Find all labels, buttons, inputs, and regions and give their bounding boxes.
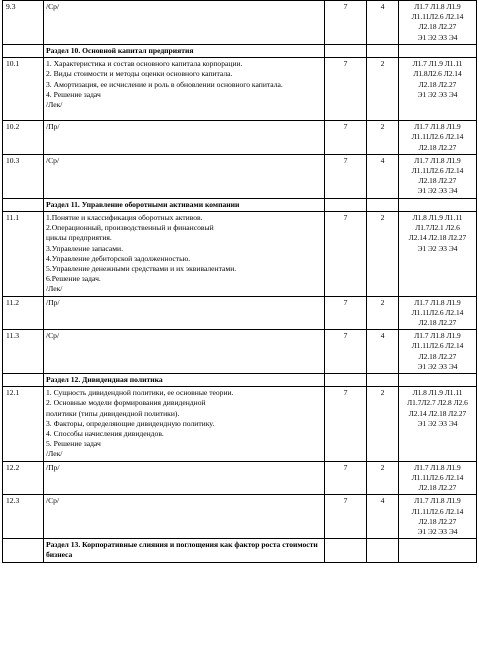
literature-refs-line: Л2.18 Л2.27 <box>418 79 457 89</box>
hours-value: 2 <box>367 58 399 121</box>
hours-value: 4 <box>367 1 399 45</box>
literature-refs-line: Л2.14 Л2.18 Л2.27 <box>408 408 467 418</box>
topic-content <box>44 387 325 461</box>
section-number-cell <box>3 45 44 58</box>
topic-content <box>44 1 325 45</box>
topic-row <box>3 296 477 330</box>
topic-row <box>3 1 477 45</box>
topic-number: 10.1 <box>3 58 44 121</box>
section-number-cell <box>3 539 44 562</box>
program-table-page <box>2 0 476 563</box>
topic-row <box>3 387 477 461</box>
literature-refs-line: Л1.11Л2.6 Л2.14 <box>411 12 464 22</box>
topic-content-line: 5. Решение задач <box>46 439 101 449</box>
semester-value: 7 <box>325 330 367 374</box>
topic-content <box>44 461 325 495</box>
topic-content-line: /Ср/ <box>46 496 60 506</box>
topic-content-line: /Пр/ <box>46 297 60 307</box>
literature-refs-line: Л1.7 Л1.9 Л1.11 <box>412 59 463 69</box>
topic-row <box>3 58 477 121</box>
topic-number: 11.2 <box>3 296 44 330</box>
topic-content-line: 2. Основные модели формирования дивидендной <box>46 398 206 408</box>
hours-value: 4 <box>367 495 399 539</box>
topic-content <box>44 58 325 121</box>
section-hours-cell <box>367 374 399 387</box>
literature-refs-line: Э1 Э2 Э3 Э4 <box>417 361 458 371</box>
topic-content-line: политики (типы дивидендной политики). <box>46 408 180 418</box>
literature-refs-line: Л2.18 Л2.27 <box>418 483 457 493</box>
semester-value: 7 <box>325 212 367 297</box>
literature-refs-line: Л1.8 Л1.9 Л1.11 <box>412 388 463 398</box>
hours-value: 2 <box>367 212 399 297</box>
literature-refs-line: Л2.18 Л2.27 <box>418 22 457 32</box>
literature-refs-line: Л1.7 Л1.8 Л1.9 <box>414 297 461 307</box>
topic-number: 11.1 <box>3 212 44 297</box>
section-hours-cell <box>367 198 399 211</box>
literature-refs-line: Л1.7 Л1.8 Л1.9 <box>414 496 461 506</box>
section-title: Раздел 13. Корпоративные слияния и поглощения как фактор роста стоимости бизнеса <box>44 539 325 562</box>
topic-number: 10.3 <box>3 154 44 198</box>
literature-refs <box>399 330 477 374</box>
hours-value: 2 <box>367 296 399 330</box>
topic-content-line: 4. Решение задач <box>46 89 101 99</box>
literature-refs <box>399 296 477 330</box>
literature-refs-line: Л1.11Л2.6 Л2.14 <box>411 166 464 176</box>
literature-refs-line: Э1 Э2 Э3 Э4 <box>417 526 458 536</box>
literature-refs <box>399 1 477 45</box>
literature-refs-line: Л2.18 Л2.27 <box>418 142 457 152</box>
topic-content-line: /Пр/ <box>46 122 60 132</box>
section-hours-cell <box>367 45 399 58</box>
semester-value: 7 <box>325 121 367 155</box>
literature-refs-line: Л2.18 Л2.27 <box>418 516 457 526</box>
section-title: Раздел 10. Основной капитал предприятия <box>44 45 325 58</box>
literature-refs-line: Л2.18 Л2.27 <box>418 176 457 186</box>
literature-refs-line: Л1.11Л2.6 Л2.14 <box>411 307 464 317</box>
literature-refs-line: Л1.11Л2.6 Л2.14 <box>411 506 464 516</box>
topic-row <box>3 121 477 155</box>
hours-value: 4 <box>367 154 399 198</box>
topic-content-line: 3. Амортизация, ее исчисление и роль в обновлении основного капитала. <box>46 79 283 89</box>
literature-refs-line: Л1.8 Л1.9 Л1.11 <box>412 213 463 223</box>
section-semester-cell <box>325 45 367 58</box>
section-number-cell <box>3 198 44 211</box>
topic-row <box>3 495 477 539</box>
semester-value: 7 <box>325 58 367 121</box>
section-header-row <box>3 198 477 211</box>
topic-content-line: /Пр/ <box>46 462 60 472</box>
hours-value: 4 <box>367 330 399 374</box>
topic-content-line: 4. Способы начисления дивидендов. <box>46 429 164 439</box>
hours-value: 2 <box>367 387 399 461</box>
literature-refs-line: Л1.7 Л1.8 Л1.9 <box>414 331 461 341</box>
literature-refs-line: Л1.7 Л1.8 Л1.9 <box>414 462 461 472</box>
literature-refs <box>399 387 477 461</box>
course-plan-table <box>2 0 477 563</box>
section-literature-cell <box>399 539 477 562</box>
semester-value: 7 <box>325 461 367 495</box>
section-header-row <box>3 45 477 58</box>
topic-number: 11.3 <box>3 330 44 374</box>
literature-refs-line: Л2.14 Л2.18 Л2.27 <box>408 233 467 243</box>
literature-refs-line: Л2.18 Л2.27 <box>418 351 457 361</box>
section-literature-cell <box>399 45 477 58</box>
section-title: Раздел 11. Управление оборотными активами компании <box>44 198 325 211</box>
section-literature-cell <box>399 198 477 211</box>
topic-content-line: 2.Операционный, производственный и финансовый <box>46 223 214 233</box>
section-header-row <box>3 539 477 562</box>
section-semester-cell <box>325 539 367 562</box>
literature-refs-line: Э1 Э2 Э3 Э4 <box>417 89 458 99</box>
literature-refs <box>399 495 477 539</box>
topic-content-line: 1. Характеристика и состав основного капитала корпорации. <box>46 59 243 69</box>
topic-content-line: 2. Виды стоимости и методы оценки основного капитала. <box>46 69 233 79</box>
topic-content-line: /Лек/ <box>46 449 63 459</box>
topic-content-line: 6.Решение задач. <box>46 274 101 284</box>
semester-value: 7 <box>325 154 367 198</box>
topic-content <box>44 212 325 297</box>
literature-refs-line: Л1.8Л2.6 Л2.14 <box>413 69 462 79</box>
section-hours-cell <box>367 539 399 562</box>
topic-row <box>3 330 477 374</box>
topic-content-line: 5.Управление денежными средствами и их эквивалентами. <box>46 264 237 274</box>
topic-content-line: /Лек/ <box>46 284 63 294</box>
semester-value: 7 <box>325 296 367 330</box>
literature-refs-line: Л1.7 Л1.8 Л1.9 <box>414 155 461 165</box>
topic-content-line: 1. Сущность дивидендной политики, ее основные теории. <box>46 388 234 398</box>
literature-refs <box>399 212 477 297</box>
topic-number: 9.3 <box>3 1 44 45</box>
literature-refs-line: Л1.7Л2.1 Л2.6 <box>415 223 460 233</box>
topic-number: 12.2 <box>3 461 44 495</box>
topic-content <box>44 154 325 198</box>
literature-refs-line: Л1.11Л2.6 Л2.14 <box>411 341 464 351</box>
topic-number: 12.3 <box>3 495 44 539</box>
topic-row <box>3 154 477 198</box>
literature-refs-line: Л1.7 Л1.8 Л1.9 <box>414 2 461 11</box>
topic-content <box>44 121 325 155</box>
topic-content-line: 1.Понятие и классификация оборотных активов. <box>46 213 203 223</box>
section-number-cell <box>3 374 44 387</box>
topic-content-line: 3.Управление запасами. <box>46 243 123 253</box>
section-header-row <box>3 374 477 387</box>
topic-content <box>44 495 325 539</box>
course-plan-body <box>3 1 477 563</box>
literature-refs <box>399 461 477 495</box>
literature-refs-line: Л1.11Л2.6 Л2.14 <box>411 472 464 482</box>
topic-content-line: /Ср/ <box>46 331 60 341</box>
section-semester-cell <box>325 198 367 211</box>
topic-content-line: /Ср/ <box>46 2 60 11</box>
literature-refs-line: Э1 Э2 Э3 Э4 <box>417 243 458 253</box>
topic-content-line: 3. Факторы, определяющие дивидендную политику. <box>46 418 215 428</box>
topic-content-line: /Ср/ <box>46 155 60 165</box>
topic-content-line: /Лек/ <box>46 100 63 110</box>
topic-row <box>3 461 477 495</box>
literature-refs <box>399 58 477 121</box>
literature-refs-line: Э1 Э2 Э3 Э4 <box>417 32 458 42</box>
literature-refs-line: Л1.7 Л1.8 Л1.9 <box>414 122 461 132</box>
hours-value: 2 <box>367 461 399 495</box>
topic-content <box>44 330 325 374</box>
literature-refs <box>399 154 477 198</box>
topic-content-line: циклы предприятия. <box>46 233 112 243</box>
topic-number: 12.1 <box>3 387 44 461</box>
semester-value: 7 <box>325 1 367 45</box>
hours-value: 2 <box>367 121 399 155</box>
topic-number: 10.2 <box>3 121 44 155</box>
section-semester-cell <box>325 374 367 387</box>
section-title: Раздел 12. Дивидендная политика <box>44 374 325 387</box>
literature-refs-line: Л1.11Л2.6 Л2.14 <box>411 132 464 142</box>
literature-refs-line: Л1.7Л2.7 Л2.8 Л2.6 <box>407 398 468 408</box>
literature-refs <box>399 121 477 155</box>
section-literature-cell <box>399 374 477 387</box>
topic-content-line: 4.Управление дебиторской задолженностью. <box>46 253 191 263</box>
literature-refs-line: Э1 Э2 Э3 Э4 <box>417 418 458 428</box>
topic-row <box>3 212 477 297</box>
literature-refs-line: Л2.18 Л2.27 <box>418 318 457 328</box>
semester-value: 7 <box>325 387 367 461</box>
literature-refs-line: Э1 Э2 Э3 Э4 <box>417 186 458 196</box>
semester-value: 7 <box>325 495 367 539</box>
topic-content <box>44 296 325 330</box>
